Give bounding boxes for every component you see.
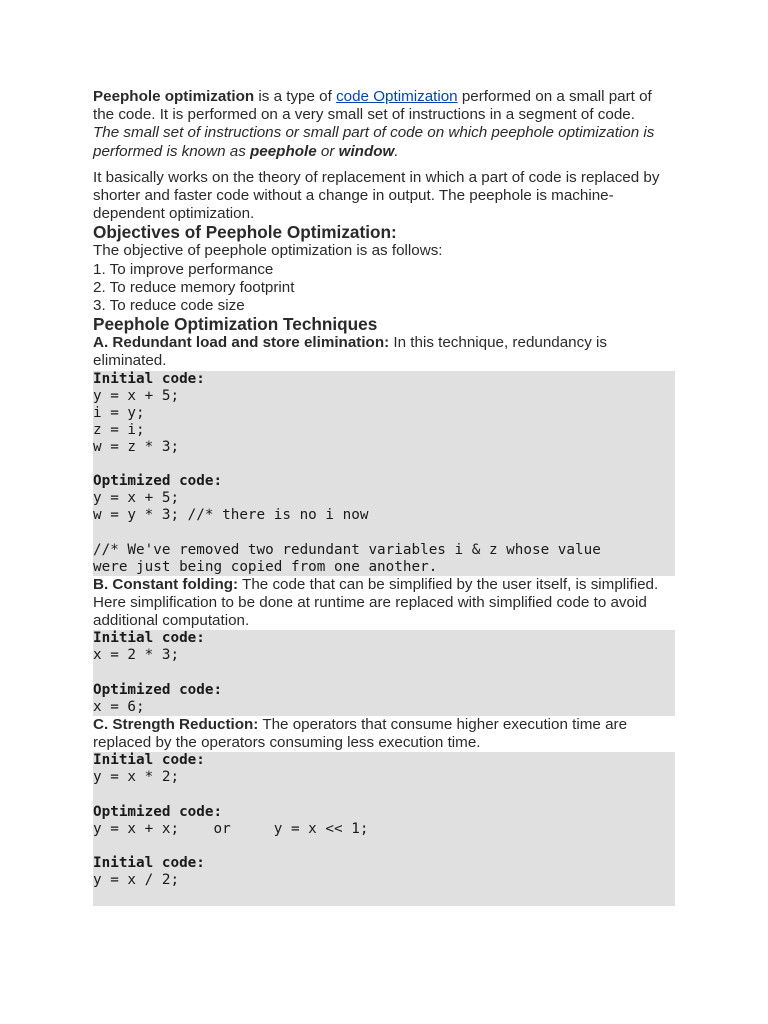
technique-c-paragraph (93, 716, 675, 752)
article (93, 88, 675, 906)
intro-text-1: is a type of (254, 88, 337, 105)
code-line: i = y; (93, 404, 145, 421)
code-label: Initial code: (93, 630, 205, 647)
code-blank-line (93, 889, 675, 906)
code-blank-line (93, 456, 675, 473)
code-line: y = x + x; or y = x << 1; (93, 820, 369, 837)
technique-c-text: The operators that consume higher execution time are replaced by the operators consuming less execution time. (93, 715, 628, 752)
italic-text-1: The small set of instructions or small part of code on which peephole optimization is performed is known as (93, 124, 655, 160)
objectives-heading: Objectives of Peephole Optimization: (93, 222, 397, 243)
intro-text-2: performed on a small part of the code. It is performed on a very small set of instructions in a segment of code. (93, 88, 652, 124)
code-line: y = x + 5; (93, 490, 180, 507)
code-label: Optimized code: (93, 681, 223, 698)
code-line: w = z * 3; (93, 439, 180, 456)
spacer (93, 161, 675, 169)
objective-item: 1. To improve performance (93, 260, 274, 278)
code-optimization-link[interactable]: code Optimization (336, 88, 458, 105)
technique-c-label: C. Strength Reduction: (93, 715, 259, 733)
technique-a-label: A. Redundant load and store elimination: (93, 334, 390, 352)
code-label: Optimized code: (93, 803, 223, 820)
code-block-a (93, 371, 675, 576)
code-line: z = i; (93, 421, 145, 438)
code-line: y = x / 2; (93, 871, 180, 888)
code-comment-line: were just being copied from one another. (93, 558, 438, 575)
italic-bold-window: window (338, 142, 395, 160)
intro-italic-paragraph (93, 124, 675, 160)
technique-a-paragraph (93, 334, 675, 370)
code-line: w = y * 3; //* there is no i now (93, 507, 369, 524)
code-blank-line (93, 838, 675, 855)
objectives-list (93, 261, 675, 316)
code-line: x = 6; (93, 698, 145, 715)
objective-item: 3. To reduce code size (93, 297, 245, 315)
code-blank-line (93, 786, 675, 803)
code-blank-line (93, 524, 675, 541)
techniques-heading: Peephole Optimization Techniques (93, 314, 378, 335)
code-comment-line: //* We've removed two redundant variables i & z whose value (93, 541, 601, 558)
code-block-b (93, 630, 675, 715)
intro-term: Peephole optimization (93, 88, 255, 105)
italic-text-2: or (316, 142, 339, 160)
code-label: Initial code: (93, 752, 205, 769)
code-line: y = x * 2; (93, 769, 180, 786)
code-line: x = 2 * 3; (93, 647, 180, 664)
technique-b-paragraph (93, 576, 675, 631)
italic-bold-peephole: peephole (250, 142, 317, 160)
objective-item: 2. To reduce memory footprint (93, 278, 295, 296)
code-label: Initial code: (93, 854, 205, 871)
theory-paragraph: It basically works on the theory of replacement in which a part of code is replaced by shorter and faster code without a change in output. The peephole is machine-dependent optimization. (93, 168, 660, 223)
technique-b-text: The code that can be simplified by the user itself, is simplified. Here simplification to be done at runtime are replaced with simplified code to avoid additional computation. (93, 575, 659, 630)
code-block-c (93, 752, 675, 906)
code-label: Initial code: (93, 370, 205, 387)
technique-b-label: B. Constant folding: (93, 575, 239, 593)
objectives-intro: The objective of peephole optimization is as follows: (93, 242, 443, 260)
italic-text-3: . (394, 142, 399, 160)
intro-paragraph (93, 88, 675, 124)
code-label: Optimized code: (93, 473, 223, 490)
code-blank-line (93, 665, 675, 682)
code-line: y = x + 5; (93, 387, 180, 404)
technique-a-text: In this technique, redundancy is eliminated. (93, 334, 607, 370)
